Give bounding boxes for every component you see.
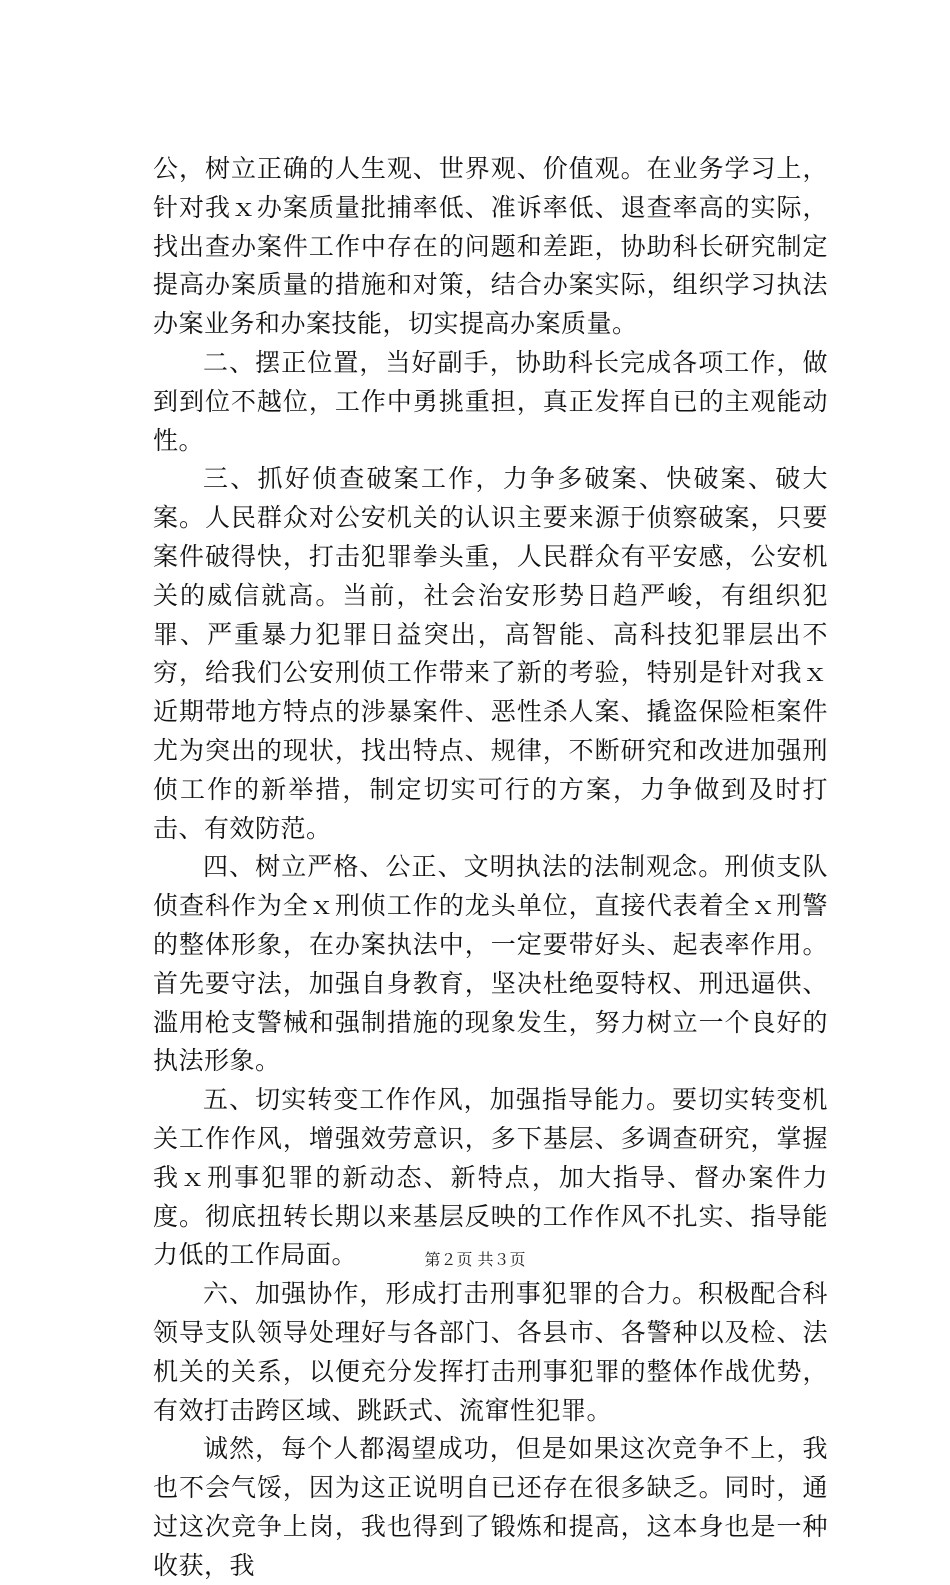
paragraph-1: 公，树立正确的人生观、世界观、价值观。在业务学习上，针对我ｘ办案质量批捕率低、准诉率低、退查率高的实际，找出查办案件工作中存在的问题和差距，协助科长研究制定提高办案质量的措施和对策，结合办案实际，组织学习执法办案业务和办案技能，切实提高办案质量。 — [153, 154, 828, 339]
paragraph-5: 五、切实转变工作作风，加强指导能力。要切实转变机关工作作风，增强效劳意识，多下基层、多调查研究，掌握我ｘ刑事犯罪的新动态、新特点，加大指导、督办案件力度。彻底扭转长期以来基层反映的工作作风不扎实、指导能力低的工作局面。 — [153, 1085, 828, 1270]
page-footer: 第２页 共３页 — [424, 1250, 526, 1269]
paragraph-3: 三、抓好侦查破案工作，力争多破案、快破案、破大案。人民群众对公安机关的认识主要来源于侦察破案，只要案件破得快，打击犯罪拳头重，人民群众有平安感，公安机关的威信就高。当前，社会治安形势日趋严峻，有组织犯罪、严重暴力犯罪日益突出，高智能、高科技犯罪层出不穷，给我们公安刑侦工作带来了新的考验，特别是针对我ｘ近期带地方特点的涉暴案件、恶性杀人案、撬盗保险柜案件尤为突出的现状，找出特点、规律，不断研究和改进加强刑侦工作的新举措，制定切实可行的方案，力争做到及时打击、有效防范。 — [153, 464, 828, 843]
paragraph-4: 四、树立严格、公正、文明执法的法制观念。刑侦支队侦查科作为全ｘ刑侦工作的龙头单位，直接代表着全ｘ刑警的整体形象，在办案执法中，一定要带好头、起表率作用。首先要守法，加强自身教育，坚决杜绝耍特权、刑迅逼供、滥用枪支警械和强制措施的现象发生，努力树立一个良好的执法形象。 — [153, 852, 828, 1076]
paragraph-7: 诚然，每个人都渴望成功，但是如果这次竞争不上，我也不会气馁，因为这正说明自已还存在很多缺乏。同时，通过这次竞争上岗，我也得到了锻炼和提高，这本身也是一种收获，我 — [153, 1434, 828, 1580]
paragraph-6: 六、加强协作，形成打击刑事犯罪的合力。积极配合科领导支队领导处理好与各部门、各县市、各警种以及检、法机关的关系，以便充分发挥打击刑事犯罪的整体作战优势，有效打击跨区域、跳跃式、流窜性犯罪。 — [153, 1279, 828, 1425]
document-body — [153, 150, 828, 1585]
paragraph-2: 二、摆正位置，当好副手，协助科长完成各项工作，做到到位不越位，工作中勇挑重担，真正发挥自已的主观能动性。 — [153, 347, 828, 455]
